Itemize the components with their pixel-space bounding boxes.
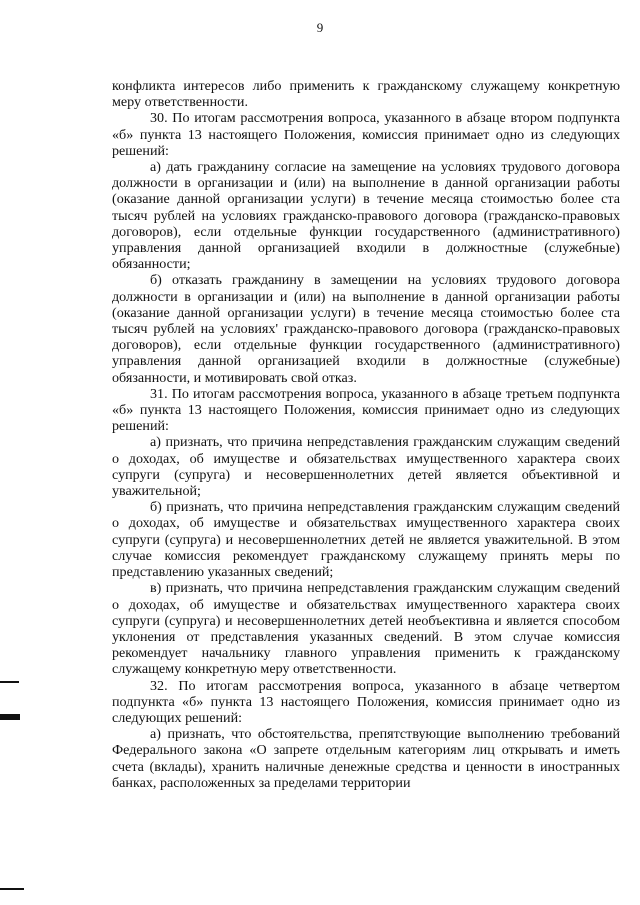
paragraph-item-32: 32. По итогам рассмотрения вопроса, указанного в абзаце четвертом подпункта «б» пункта 13 настоящего Положения, комиссия принимает одно из следующих решений: (112, 677, 620, 726)
paragraph-item-31v: в) признать, что причина непредставления гражданским служащим сведений о доходах, об имуществе и обязательствах имущественного характера своих супруги (супруга) и несовершеннолетних детей необъективна и является способом уклонения от представления указанных сведений. В этом случае комиссия рекомендует начальнику главного управления применить к гражданскому служащему конкретную меру ответственности. (112, 580, 620, 678)
paragraph-item-31b: б) признать, что причина непредставления гражданским служащим сведений о доходах, об имуществе и обязательствах имущественного характера своих супруги (супруга) и несовершеннолетних детей не является уважительной. В этом случае комиссия рекомендует гражданскому служащему принять меры по представлению указанных сведений; (112, 499, 620, 581)
page-number: 9 (316, 20, 324, 35)
paragraph-item-30a: а) дать гражданину согласие на замещение на условиях трудового договора должности в организации и (или) на выполнение в данной организации работы (оказание данной организации услуги) в течение месяца стоимостью более ста тысяч рублей на условиях гражданско-правового договора (гражданско-правовых договоров), если отдельные функции государственного (административного) управления данной организацией входили в должностные (служебные) обязанности; (112, 159, 620, 273)
paragraph-item-30b: б) отказать гражданину в замещении на условиях трудового договора должности в организации и (или) на выполнение в данной организации работы (оказание данной организации услуги) в течение месяца стоимостью более ста тысяч рублей на условиях' гражданско-правового договора (гражданско-правовых договоров), если отдельные функции государственного (административного) управления данной организацией входили в должностные (служебные) обязанности, и мотивировать свой отказ. (112, 272, 620, 386)
paragraph-item-31: 31. По итогам рассмотрения вопроса, указанного в абзаце третьем подпункта «б» пункта 13 настоящего Положения, комиссия принимает одно из следующих решений: (112, 385, 620, 435)
paragraph-continuation: конфликта интересов либо применить к гражданскому служащему конкретную меру ответственности. (112, 78, 620, 111)
margin-scan-mark (0, 888, 24, 890)
paragraph-item-32a: а) признать, что обстоятельства, препятствующие выполнению требований Федерального закона «О запрете отдельным категориям лиц открывать и иметь счета (вклады), хранить наличные денежные средства и ценности в иностранных банках, расположенных за пределами территории (112, 726, 620, 791)
paragraph-item-30: 30. По итогам рассмотрения вопроса, указанного в абзаце втором подпункта «б» пункта 13 настоящего Положения, комиссия принимает одно из следующих решений: (112, 110, 620, 159)
margin-scan-mark (0, 681, 19, 683)
document-body (112, 78, 620, 791)
paragraph-item-31a: а) признать, что причина непредставления гражданским служащим сведений о доходах, об имуществе и обязательствах имущественного характера своих супруги (супруга) и несовершеннолетних детей является объективной и уважительной; (112, 434, 620, 500)
margin-scan-mark (0, 714, 20, 720)
